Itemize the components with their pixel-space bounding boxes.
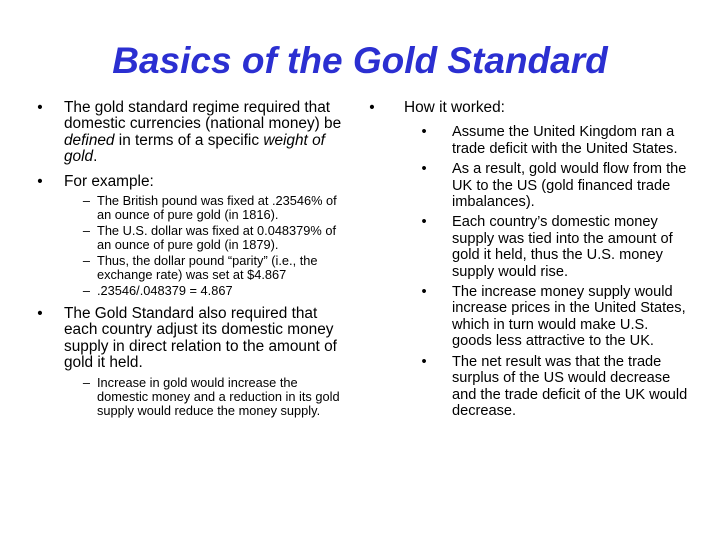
left-column: [30, 100, 350, 426]
sub-item-text: The net result was that the trade surplus of the US would decrease and the trade deficit of the UK would decrease.: [452, 353, 688, 419]
dash-icon: –: [82, 223, 90, 239]
gold-regime-text-2: in terms of a specific: [114, 131, 264, 149]
right-column: [362, 100, 692, 425]
weight-of-gold-emphasis: weight of gold: [64, 131, 325, 166]
sub-list-item: [404, 354, 692, 420]
sub-item-text: As a result, gold would flow from the UK to the US (gold financed trade imbalances).: [452, 161, 687, 211]
sub-list-item: [404, 124, 692, 157]
left-bullet-list: [30, 100, 350, 418]
sub-list-item: [64, 194, 350, 222]
slide-title: Basics of the Gold Standard: [112, 40, 608, 81]
bullet-icon: •: [421, 124, 427, 141]
list-item: [30, 174, 350, 298]
sub-item-text: .23546/.048379 = 4.867: [97, 283, 233, 299]
adjust-sublist: [64, 376, 350, 418]
gold-regime-text-1: The gold standard regime required that domestic currencies (national money) be: [64, 99, 342, 133]
bullet-icon: •: [37, 172, 43, 190]
right-bullet-list: [362, 100, 692, 419]
list-item: [30, 100, 350, 166]
dash-icon: –: [82, 374, 90, 390]
dash-icon: –: [82, 253, 90, 269]
list-item: [30, 306, 350, 418]
for-example-text: For example:: [64, 172, 154, 190]
bullet-icon: •: [369, 99, 375, 116]
example-sublist: [64, 194, 350, 298]
list-item: [362, 100, 692, 419]
sub-list-item: [64, 224, 350, 252]
bullet-icon: •: [37, 305, 43, 323]
how-it-worked-text: How it worked:: [404, 99, 505, 116]
sub-list-item: [404, 161, 692, 210]
bullet-icon: •: [421, 353, 427, 370]
dash-icon: –: [82, 193, 90, 209]
how-it-worked-sublist: [404, 124, 692, 419]
sub-list-item: [64, 254, 350, 282]
sub-list-item: [404, 284, 692, 350]
sub-item-text: Assume the United Kingdom ran a trade deficit with the United States.: [452, 124, 678, 157]
defined-emphasis: defined: [64, 131, 115, 149]
sub-list-item: [64, 376, 350, 418]
bullet-icon: •: [421, 284, 427, 301]
sub-item-text: The British pound was fixed at .23546% of an ounce of pure gold (in 1816).: [97, 193, 337, 223]
sub-item-text: The U.S. dollar was fixed at 0.048379% of an ounce of pure gold (in 1879).: [97, 223, 337, 253]
sub-item-text: The increase money supply would increase prices in the United States, which in turn would make U.S. goods less attractive to the UK.: [452, 284, 686, 350]
bullet-icon: •: [37, 99, 43, 116]
bullet-icon: •: [421, 161, 427, 178]
sub-list-item: [404, 214, 692, 280]
sub-item-text: Increase in gold would increase the domestic money and a reduction in its gold supply would reduce the money supply.: [97, 374, 340, 418]
sub-item-text: Thus, the dollar pound “parity” (i.e., the exchange rate) was set at $4.867: [97, 253, 318, 283]
sub-list-item: [64, 284, 350, 298]
gold-standard-adjust-text: The Gold Standard also required that each country adjust its domestic money supply in direct relation to the amount of gold it held.: [64, 305, 337, 372]
bullet-icon: •: [421, 214, 427, 231]
dash-icon: –: [82, 283, 90, 299]
gold-regime-text-3: .: [93, 148, 98, 166]
sub-item-text: Each country’s domestic money supply was tied into the amount of gold it held, thus the U.S. money supply would rise.: [452, 214, 673, 280]
